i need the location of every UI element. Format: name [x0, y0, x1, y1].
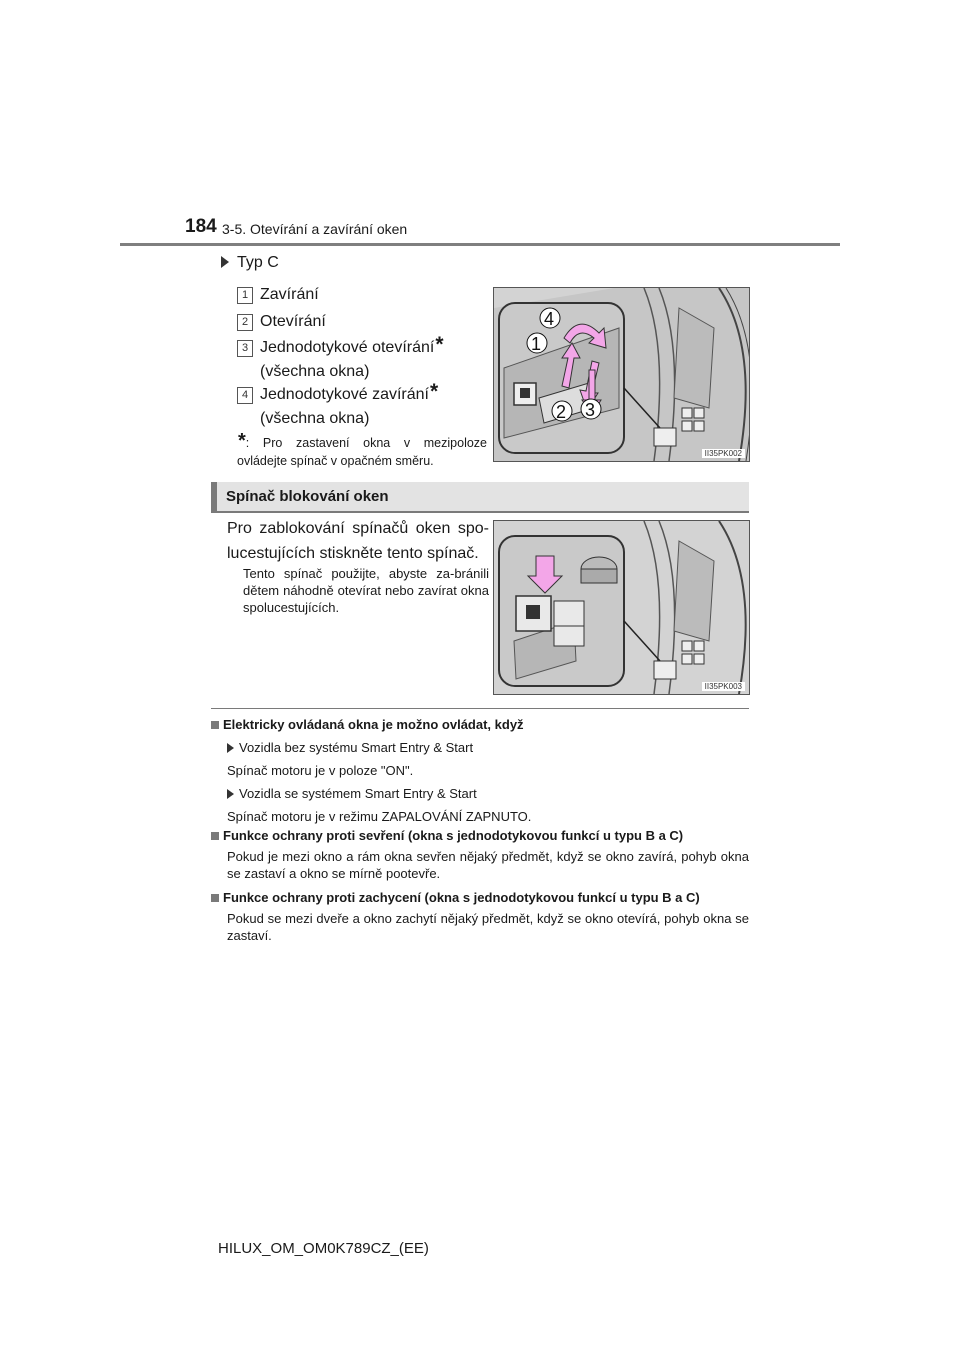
step-number: 1: [237, 287, 253, 304]
asterisk: *: [430, 380, 439, 403]
note-operate: Elektricky ovládaná okna je možno ovládat, když Vozidla bez systému Smart Entry & Start Spínač motoru je v poloze "ON". Vozidla se systémem Smart Entry & Start Spínač motoru je v režimu ZAPALOVÁNÍ ZAPNUTO.: [211, 716, 749, 825]
square-bullet-icon: [211, 894, 219, 902]
page-number: 184: [185, 216, 217, 237]
header-divider: [120, 243, 840, 246]
step-text: Otevírání: [260, 313, 326, 330]
note-jam-protection: Funkce ochrany proti sevření (okna s jednodotykovou funkcí u typu B a C) Pokud je mezi okno a rám okna sevřen nějaký předmět, když se okno zavírá, pohyb okna se zastaví a okno se mírně pootevře.: [211, 827, 749, 882]
step-text: Jednodotykové otevírání: [260, 339, 435, 356]
triangle-bullet-icon: [221, 256, 229, 268]
step-text-sub: (všechna okna): [260, 363, 370, 380]
window-switch-figure: [493, 287, 750, 462]
note-catch-protection: Funkce ochrany proti zachycení (okna s jednodotykovou funkcí u typu B a C) Pokud se mezi dveře a okno zachytí nějaký předmět, když se okno otevírá, pohyb okna se zastaví.: [211, 889, 749, 944]
section-title: Spínač blokování oken: [226, 488, 389, 505]
step-number: 3: [237, 340, 253, 357]
square-bullet-icon: [211, 721, 219, 729]
step-text: Zavírání: [260, 286, 319, 303]
square-bullet-icon: [211, 832, 219, 840]
step-text: Jednodotykové zavírání: [260, 386, 429, 403]
lock-switch-illustration: [494, 521, 749, 694]
lock-instruction: Pro zablokování spínačů oken spo-lucestujících stiskněte tento spínač.: [227, 520, 489, 562]
step-number: 2: [237, 314, 253, 331]
triangle-bullet-icon: [227, 743, 234, 753]
type-label: Typ C: [221, 254, 279, 272]
lock-note: Tento spínač použijte, abyste za-bránili dětem náhodně otevírat nebo zavírat okna spolucestujících.: [243, 566, 489, 615]
footnote: *: Pro zastavení okna v mezipoloze ovládejte spínač v opačném směru.: [237, 430, 487, 468]
window-switch-illustration: [494, 288, 749, 461]
triangle-bullet-icon: [227, 789, 234, 799]
section-heading: [211, 482, 749, 513]
callout-1: 1: [531, 334, 542, 354]
step-text-sub: (všechna okna): [260, 410, 370, 427]
notes-divider: [211, 708, 749, 709]
chapter-title: 3-5. Otevírání a zavírání oken: [222, 221, 408, 237]
document-code: HILUX_OM_OM0K789CZ_(EE): [218, 1240, 429, 1257]
figure-code: II35PK003: [702, 682, 745, 691]
callout-2: 2: [556, 402, 567, 422]
asterisk: *: [435, 333, 444, 356]
step-number: 4: [237, 387, 253, 404]
callout-3: 3: [585, 400, 596, 420]
figure-code: II35PK002: [702, 449, 745, 458]
lock-switch-figure: [493, 520, 750, 695]
callout-4: 4: [544, 309, 555, 329]
